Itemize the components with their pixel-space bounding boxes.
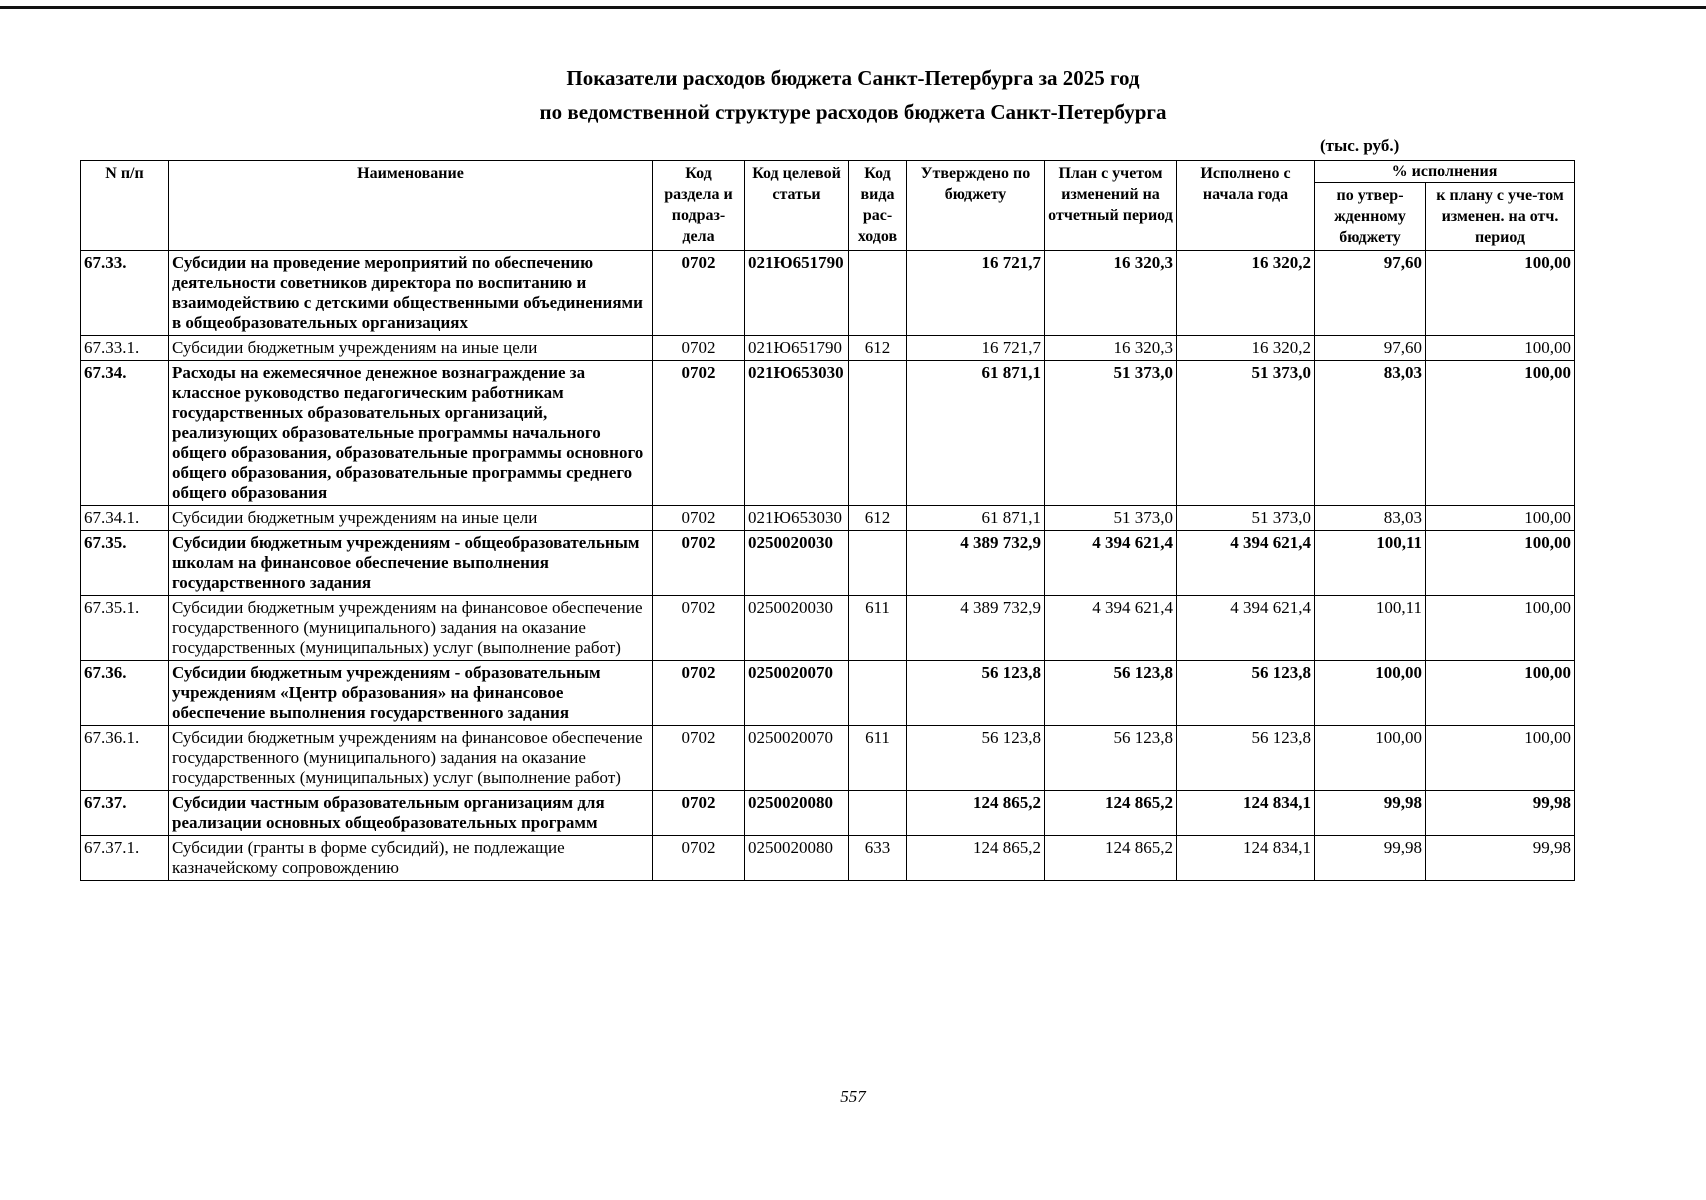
cell-pct-plan: 99,98 <box>1426 836 1575 881</box>
cell-executed: 4 394 621,4 <box>1177 531 1315 596</box>
cell-type-code <box>849 791 907 836</box>
cell-target-code: 021Ю653030 <box>745 506 849 531</box>
cell-name: Субсидии (гранты в форме субсидий), не подлежащие казначейскому сопровождению <box>169 836 653 881</box>
cell-pct-plan: 100,00 <box>1426 251 1575 336</box>
header-section-code: Код раздела и подраз-дела <box>653 161 745 251</box>
cell-pct-approved: 97,60 <box>1315 336 1426 361</box>
cell-executed: 51 373,0 <box>1177 506 1315 531</box>
cell-name: Субсидии бюджетным учреждениям на иные цели <box>169 336 653 361</box>
cell-type-code: 611 <box>849 726 907 791</box>
cell-approved: 4 389 732,9 <box>907 596 1045 661</box>
cell-plan: 16 320,3 <box>1045 336 1177 361</box>
cell-pct-approved: 100,00 <box>1315 661 1426 726</box>
cell-pct-approved: 100,00 <box>1315 726 1426 791</box>
cell-name: Субсидии на проведение мероприятий по обеспечению деятельности советников директора по воспитанию и взаимодействию с детскими общественными объединениями в общеобразовательных организациях <box>169 251 653 336</box>
cell-num: 67.36. <box>81 661 169 726</box>
cell-pct-approved: 83,03 <box>1315 361 1426 506</box>
cell-section-code: 0702 <box>653 361 745 506</box>
cell-num: 67.37.1. <box>81 836 169 881</box>
budget-table <box>80 160 1575 881</box>
table-body <box>81 251 1575 881</box>
cell-plan: 51 373,0 <box>1045 506 1177 531</box>
report-subtitle: по ведомственной структуре расходов бюджета Санкт-Петербурга <box>539 100 1167 124</box>
cell-target-code: 0250020070 <box>745 661 849 726</box>
header-approved: Утверждено по бюджету <box>907 161 1045 251</box>
header-pct-plan: к плану с уче-том изменен. на отч. период <box>1426 183 1575 251</box>
cell-section-code: 0702 <box>653 251 745 336</box>
cell-pct-approved: 97,60 <box>1315 251 1426 336</box>
units-label: (тыс. руб.) <box>1320 136 1400 155</box>
header-plan: План с учетом изменений на отчетный период <box>1045 161 1177 251</box>
cell-num: 67.33. <box>81 251 169 336</box>
cell-name: Субсидии частным образовательным организациям для реализации основных общеобразовательных программ <box>169 791 653 836</box>
cell-pct-plan: 100,00 <box>1426 596 1575 661</box>
cell-plan: 4 394 621,4 <box>1045 531 1177 596</box>
cell-pct-plan: 100,00 <box>1426 661 1575 726</box>
cell-plan: 124 865,2 <box>1045 791 1177 836</box>
cell-pct-plan: 100,00 <box>1426 336 1575 361</box>
cell-approved: 4 389 732,9 <box>907 531 1045 596</box>
cell-executed: 51 373,0 <box>1177 361 1315 506</box>
header-executed: Исполнено с начала года <box>1177 161 1315 251</box>
cell-num: 67.35. <box>81 531 169 596</box>
cell-type-code: 611 <box>849 596 907 661</box>
table-row <box>81 596 1575 661</box>
cell-executed: 16 320,2 <box>1177 251 1315 336</box>
cell-section-code: 0702 <box>653 506 745 531</box>
cell-executed: 124 834,1 <box>1177 791 1315 836</box>
cell-pct-approved: 100,11 <box>1315 531 1426 596</box>
cell-approved: 16 721,7 <box>907 251 1045 336</box>
cell-name: Субсидии бюджетным учреждениям на финансовое обеспечение государственного (муниципального) задания на оказание государственных (муниципальных) услуг (выполнение работ) <box>169 596 653 661</box>
table-row <box>81 726 1575 791</box>
cell-target-code: 021Ю651790 <box>745 251 849 336</box>
cell-executed: 56 123,8 <box>1177 661 1315 726</box>
cell-plan: 4 394 621,4 <box>1045 596 1177 661</box>
cell-num: 67.34. <box>81 361 169 506</box>
top-border-line <box>0 0 1706 9</box>
cell-type-code: 633 <box>849 836 907 881</box>
cell-plan: 56 123,8 <box>1045 726 1177 791</box>
cell-executed: 56 123,8 <box>1177 726 1315 791</box>
page-number: 557 <box>840 1087 866 1106</box>
cell-approved: 124 865,2 <box>907 836 1045 881</box>
cell-num: 67.35.1. <box>81 596 169 661</box>
header-num: N п/п <box>81 161 169 251</box>
header-name: Наименование <box>169 161 653 251</box>
cell-target-code: 021Ю653030 <box>745 361 849 506</box>
cell-name: Субсидии бюджетным учреждениям на иные цели <box>169 506 653 531</box>
cell-executed: 124 834,1 <box>1177 836 1315 881</box>
cell-num: 67.37. <box>81 791 169 836</box>
cell-pct-approved: 99,98 <box>1315 791 1426 836</box>
cell-plan: 56 123,8 <box>1045 661 1177 726</box>
cell-approved: 61 871,1 <box>907 506 1045 531</box>
cell-target-code: 0250020080 <box>745 791 849 836</box>
cell-section-code: 0702 <box>653 836 745 881</box>
cell-plan: 51 373,0 <box>1045 361 1177 506</box>
cell-plan: 16 320,3 <box>1045 251 1177 336</box>
cell-num: 67.33.1. <box>81 336 169 361</box>
cell-type-code <box>849 251 907 336</box>
cell-section-code: 0702 <box>653 336 745 361</box>
cell-executed: 16 320,2 <box>1177 336 1315 361</box>
cell-approved: 56 123,8 <box>907 726 1045 791</box>
cell-approved: 61 871,1 <box>907 361 1045 506</box>
cell-target-code: 0250020030 <box>745 596 849 661</box>
cell-num: 67.36.1. <box>81 726 169 791</box>
cell-type-code: 612 <box>849 336 907 361</box>
cell-type-code: 612 <box>849 506 907 531</box>
cell-target-code: 0250020080 <box>745 836 849 881</box>
cell-approved: 124 865,2 <box>907 791 1045 836</box>
cell-target-code: 0250020070 <box>745 726 849 791</box>
cell-type-code <box>849 361 907 506</box>
cell-type-code <box>849 531 907 596</box>
header-row-1 <box>81 161 1575 183</box>
cell-pct-plan: 99,98 <box>1426 791 1575 836</box>
cell-pct-plan: 100,00 <box>1426 531 1575 596</box>
cell-target-code: 021Ю651790 <box>745 336 849 361</box>
cell-pct-plan: 100,00 <box>1426 506 1575 531</box>
header-target-code: Код целевой статьи <box>745 161 849 251</box>
report-title: Показатели расходов бюджета Санкт-Петербурга за 2025 год <box>566 66 1140 90</box>
header-percent-group: % исполнения <box>1315 161 1575 183</box>
table-row <box>81 791 1575 836</box>
cell-pct-plan: 100,00 <box>1426 726 1575 791</box>
table-row <box>81 251 1575 336</box>
cell-plan: 124 865,2 <box>1045 836 1177 881</box>
table-row <box>81 531 1575 596</box>
cell-section-code: 0702 <box>653 791 745 836</box>
cell-approved: 56 123,8 <box>907 661 1045 726</box>
cell-pct-approved: 99,98 <box>1315 836 1426 881</box>
cell-num: 67.34.1. <box>81 506 169 531</box>
cell-name: Расходы на ежемесячное денежное вознаграждение за классное руководство педагогическим работникам государственных образовательных организаций, реализующих образовательные программы начального общего образования, образовательные программы основного общего образования, образовательные программы среднего общего образования <box>169 361 653 506</box>
cell-section-code: 0702 <box>653 531 745 596</box>
table-row <box>81 361 1575 506</box>
cell-name: Субсидии бюджетным учреждениям - общеобразовательным школам на финансовое обеспечение выполнения государственного задания <box>169 531 653 596</box>
table-row <box>81 336 1575 361</box>
table-row <box>81 506 1575 531</box>
cell-executed: 4 394 621,4 <box>1177 596 1315 661</box>
cell-approved: 16 721,7 <box>907 336 1045 361</box>
cell-pct-approved: 100,11 <box>1315 596 1426 661</box>
cell-target-code: 0250020030 <box>745 531 849 596</box>
cell-section-code: 0702 <box>653 726 745 791</box>
header-type-code: Код вида рас-ходов <box>849 161 907 251</box>
table-row <box>81 661 1575 726</box>
cell-section-code: 0702 <box>653 661 745 726</box>
cell-pct-plan: 100,00 <box>1426 361 1575 506</box>
cell-name: Субсидии бюджетным учреждениям на финансовое обеспечение государственного (муниципального) задания на оказание государственных (муниципальных) услуг (выполнение работ) <box>169 726 653 791</box>
header-pct-approved: по утвер-жденному бюджету <box>1315 183 1426 251</box>
cell-name: Субсидии бюджетным учреждениям - образовательным учреждениям «Центр образования» на финансовое обеспечение выполнения государственного задания <box>169 661 653 726</box>
cell-section-code: 0702 <box>653 596 745 661</box>
cell-type-code <box>849 661 907 726</box>
table-row <box>81 836 1575 881</box>
cell-pct-approved: 83,03 <box>1315 506 1426 531</box>
